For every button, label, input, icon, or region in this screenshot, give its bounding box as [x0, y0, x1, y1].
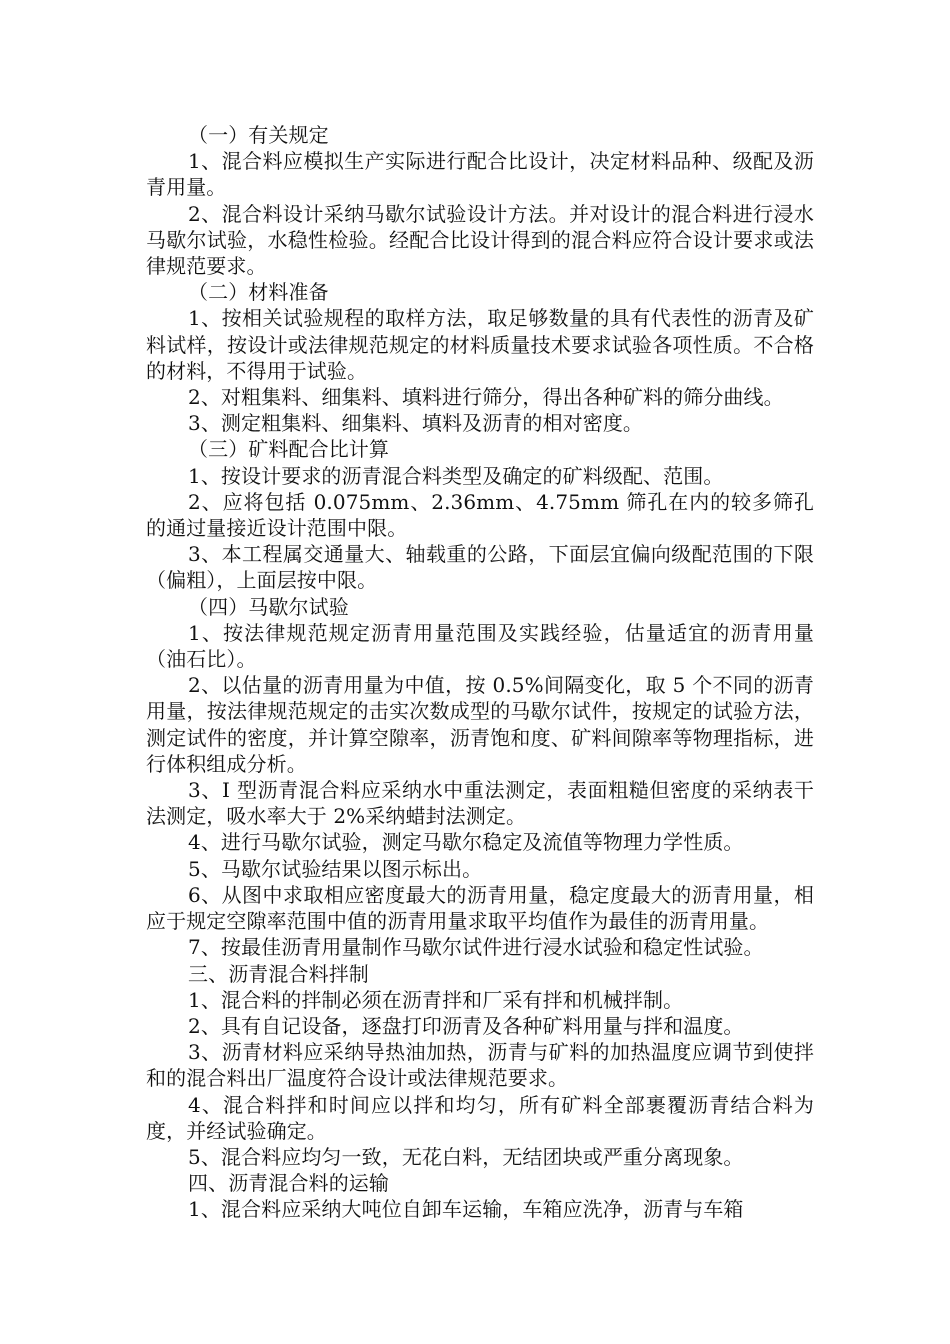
paragraph: 4、进行马歇尔试验，测定马歇尔稳定及流值等物理力学性质。 [188, 830, 744, 855]
paragraph: 6、从图中求取相应密度最大的沥青用量，稳定度最大的沥青用量，相应于规定空隙率范围中值的沥青用量求取平均值作为最佳的沥青用量。 [146, 882, 814, 934]
paragraph: 3、测定粗集料、细集料、填料及沥青的相对密度。 [188, 411, 644, 436]
paragraph: 2、对粗集料、细集料、填料进行筛分，得出各种矿料的筛分曲线。 [188, 385, 784, 410]
paragraph: 1、混合料的拌制必须在沥青拌和厂采有拌和机械拌制。 [188, 987, 684, 1012]
paragraph: 3、沥青材料应采纳导热油加热，沥青与矿料的加热温度应调节到使拌和的混合料出厂温度符合设计或法律规范要求。 [146, 1040, 814, 1091]
document-body [146, 122, 814, 1223]
paragraph: 4、混合料拌和时间应以拌和均匀，所有矿料全部裹覆沥青结合料为度，并经试验确定。 [146, 1092, 814, 1143]
section-heading-mixing: 三、沥青混合料拌制 [188, 961, 369, 986]
section-heading-mix-calculation: （三）矿料配合比计算 [188, 437, 389, 462]
paragraph: 2、具有自记设备，逐盘打印沥青及各种矿料用量与拌和温度。 [188, 1013, 744, 1038]
section-heading-materials: （二）材料准备 [188, 280, 329, 305]
paragraph: 5、马歇尔试验结果以图示标出。 [188, 856, 483, 881]
paragraph: 3、本工程属交通量大、轴载重的公路，下面层宜偏向级配范围的下限（偏粗），上面层按中限。 [146, 542, 814, 593]
paragraph: 1、按法律规范规定沥青用量范围及实践经验，估量适宜的沥青用量（油石比）。 [146, 620, 814, 672]
paragraph: 7、按最佳沥青用量制作马歇尔试件进行浸水试验和稳定性试验。 [188, 935, 764, 960]
paragraph: 5、混合料应均匀一致，无花白料，无结团块或严重分离现象。 [188, 1144, 744, 1169]
paragraph: 2、应将包括 0.075mm、2.36mm、4.75mm 筛孔在内的较多筛孔的通过量接近设计范围中限。 [146, 489, 814, 541]
section-heading-regulations: （一）有关规定 [188, 123, 329, 147]
paragraph: 2、混合料设计采纳马歇尔试验设计方法。并对设计的混合料进行浸水马歇尔试验，水稳性检验。经配合比设计得到的混合料应符合设计要求或法律规范要求。 [146, 201, 814, 279]
paragraph: 1、混合料应采纳大吨位自卸车运输，车箱应洗净，沥青与车箱 [188, 1197, 744, 1222]
paragraph: 1、按设计要求的沥青混合料类型及确定的矿料级配、范围。 [188, 463, 724, 488]
paragraph: 2、以估量的沥青用量为中值，按 0.5%间隔变化，取 5 个不同的沥青用量，按法律规范规定的击实次数成型的马歇尔试件，按规定的试验方法，测定试件的密度，并计算空隙率，沥青饱和度、矿料间隙率等物理指标，进行体积组成分析。 [146, 673, 814, 776]
section-heading-marshall-test: （四）马歇尔试验 [188, 594, 349, 619]
paragraph: 1、按相关试验规程的取样方法，取足够数量的具有代表性的沥青及矿料试样，按设计或法律规范规定的材料质量技术要求试验各项性质。不合格的材料，不得用于试验。 [146, 306, 814, 383]
paragraph: 3、I 型沥青混合料应采纳水中重法测定，表面粗糙但密度的采纳表干法测定，吸水率大于 2%采纳蜡封法测定。 [146, 778, 814, 829]
section-heading-transport: 四、沥青混合料的运输 [188, 1171, 389, 1196]
paragraph: 1、混合料应模拟生产实际进行配合比设计，决定材料品种、级配及沥青用量。 [146, 149, 814, 200]
